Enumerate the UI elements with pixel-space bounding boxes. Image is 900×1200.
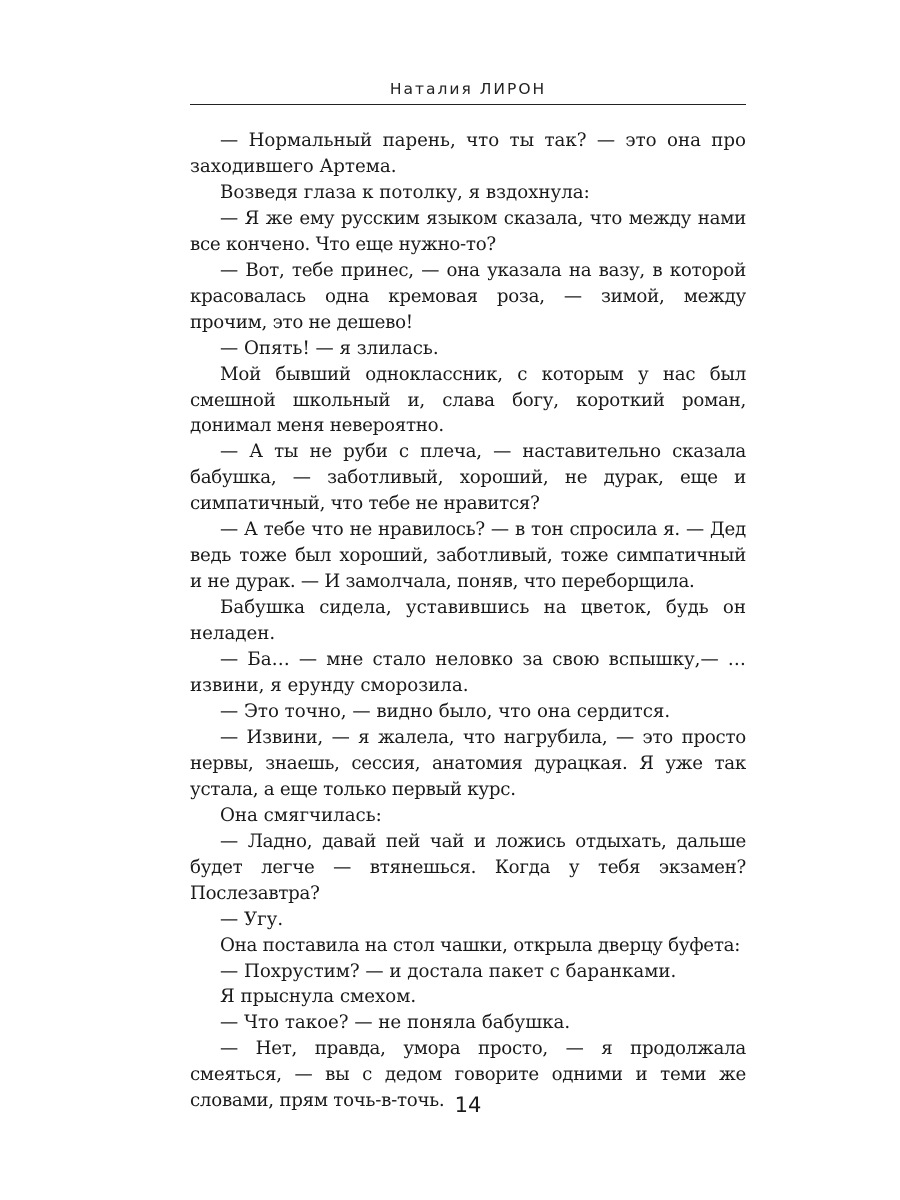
paragraph: Я прыснула смехом. (220, 986, 417, 1008)
paragraph: — Нормальный парень, что ты так? — это она про заходившего Артема. (190, 130, 746, 177)
paragraph: — Я же ему русским языком сказала, что между нами все кончено. Что еще нужно-то? (190, 207, 746, 255)
paragraph: — Опять! — я злилась. (220, 337, 439, 359)
paragraph: — Что такое? — не поняла бабушка. (220, 1012, 571, 1034)
running-header (190, 76, 746, 105)
paragraph: — Извини, — я жалела, что нагрубила, — это просто нервы, знаешь, сессия, анатомия дурацкая. Я уже так устала, а еще только первый курс. (190, 726, 746, 800)
body-text (190, 128, 746, 1114)
paragraph: Она смягчилась: (220, 804, 382, 826)
paragraph: — А тебе что не нравилось? — в тон спросила я. — Дед ведь тоже был хороший, заботливый, тоже симпатичный и не дурак. — И замолчала, поняв, что переборщила. (190, 519, 746, 593)
paragraph: — А ты не руби с плеча, — наставительно сказала бабушка, — заботливый, хороший, не дурак, еще и симпатичный, что тебе не нравится? (190, 441, 746, 515)
paragraph: — Ладно, давай пей чай и ложись отдыхать, дальше будет легче — втянешься. Когда у тебя экзамен? Послезавтра? (190, 830, 746, 904)
paragraph: — Ба… — мне стало неловко за свою вспышку,— …извини, я ерунду сморозила. (190, 649, 746, 697)
paragraph: Мой бывший одноклассник, с которым у нас был смешной школьный и, слава богу, короткий роман, донимал меня невероятно. (190, 363, 746, 437)
page-number: 14 (454, 1093, 482, 1117)
header-author: Наталия ЛИРОН (389, 80, 547, 98)
paragraph: Бабушка сидела, уставившись на цветок, будь он неладен. (190, 597, 746, 645)
paragraph: Она поставила на стол чашки, открыла дверцу буфета: (220, 934, 741, 956)
paragraph: — Это точно, — видно было, что она сердится. (220, 700, 671, 722)
paragraph: Возведя глаза к потолку, я вздохнула: (220, 181, 590, 203)
paragraph: — Нет, правда, умора просто, — я продолжала смеяться, — вы с дедом говорите одними и теми же словами, прям точь-в-точь. (190, 1038, 746, 1112)
paragraph: — Угу. (220, 908, 284, 930)
paragraph: — Похрустим? — и достала пакет с баранками. (220, 960, 677, 982)
paragraph: — Вот, тебе принес, — она указала на вазу, в которой красовалась одна кремовая роза, — зимой, между прочим, это не дешево! (190, 259, 746, 333)
